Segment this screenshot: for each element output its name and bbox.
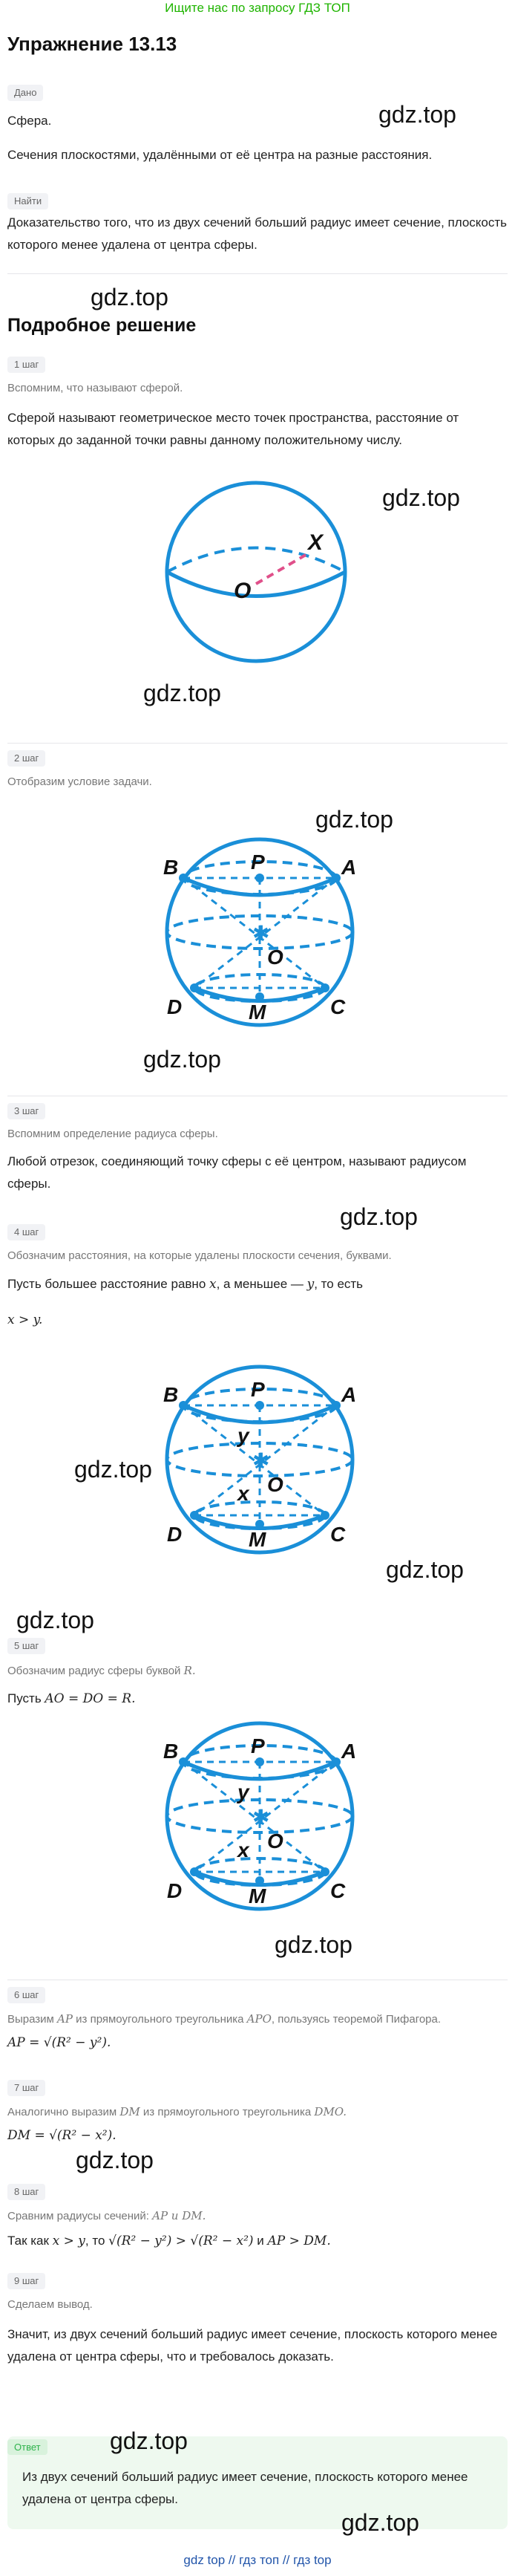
label-d: D xyxy=(167,995,183,1018)
step-4-text: Пусть большее расстояние равно x, а меньшее — y, то есть xyxy=(7,1277,364,1292)
label-m: M xyxy=(249,1884,266,1907)
page-title: Упражнение 13.13 xyxy=(7,33,177,55)
step-5-text: Пусть AO = DO = R. xyxy=(7,1691,136,1706)
watermark: gdz.top xyxy=(91,284,168,310)
find-text: Доказательство того, что из двух сечений больший радиус имеет сечение, плоскость которого менее удалена от центра сферы. xyxy=(7,215,508,252)
label-p: P xyxy=(251,1734,265,1757)
watermark: gdz.top xyxy=(315,806,393,833)
label-o: O xyxy=(267,946,283,969)
step-6-formula: AP = √(R² − y²). xyxy=(7,2035,111,2050)
divider xyxy=(7,273,508,274)
given-line-1: Сфера. xyxy=(7,114,52,128)
watermark: gdz.top xyxy=(16,1607,94,1633)
step-2-label: 2 шаг xyxy=(7,750,45,767)
step-3-text: Любой отрезок, соединяющий точку сферы с её центром, называют радиусом сферы. xyxy=(7,1154,467,1191)
watermark: gdz.top xyxy=(143,1046,221,1073)
top-search-link[interactable]: Ищите нас по запросу ГДЗ ТОП xyxy=(165,1,350,15)
step-4-label: 4 шаг xyxy=(7,1224,45,1240)
step-9-text: Значит, из двух сечений больший радиус имеет сечение, плоскость которого менее удалена от центра сферы, что и требовалось доказать. xyxy=(7,2327,498,2364)
answer-text: Из двух сечений больший радиус имеет сечение, плоскость которого менее удалена от центра сферы. xyxy=(22,2470,468,2506)
watermark: gdz.top xyxy=(386,1556,464,1583)
figure-sphere-distances xyxy=(152,1359,375,1560)
step-7-label: 7 шаг xyxy=(7,2080,45,2096)
label-b: B xyxy=(163,1383,179,1406)
step-2-hint: Отобразим условие задачи. xyxy=(7,775,152,788)
label-a: A xyxy=(341,856,357,879)
label-o: O xyxy=(234,579,252,603)
step-9-label: 9 шаг xyxy=(7,2273,45,2289)
label-a: A xyxy=(341,1740,357,1763)
label-c: C xyxy=(330,995,346,1018)
label-b: B xyxy=(163,856,179,879)
label-c: C xyxy=(330,1879,346,1902)
step-7-hint: Аналогично выразим DM из прямоугольного треугольника DMO. xyxy=(7,2105,347,2118)
step-3-label: 3 шаг xyxy=(7,1103,45,1119)
given-line-2: Сечения плоскостями, удалёнными от её центра на разные расстояния. xyxy=(7,148,433,162)
watermark: gdz.top xyxy=(143,680,221,706)
step-3-hint: Вспомним определение радиуса сферы. xyxy=(7,1128,218,1140)
svg-text:✱: ✱ xyxy=(252,1448,270,1473)
svg-text:✱: ✱ xyxy=(252,921,270,946)
step-8-hint: Сравним радиусы сечений: AP и DM. xyxy=(7,2209,206,2222)
label-d: D xyxy=(167,1523,183,1546)
watermark: gdz.top xyxy=(74,1456,152,1483)
svg-text:✱: ✱ xyxy=(252,1805,270,1829)
step-1-hint: Вспомним, что называют сферой. xyxy=(7,382,183,394)
label-a: A xyxy=(341,1383,357,1406)
watermark: gdz.top xyxy=(110,2427,188,2454)
watermark: gdz.top xyxy=(378,101,456,128)
step-1-label: 1 шаг xyxy=(7,357,45,373)
label-b: B xyxy=(163,1740,179,1763)
label-p: P xyxy=(251,1378,265,1401)
figure-sphere-sections xyxy=(152,832,375,1032)
solution-title: Подробное решение xyxy=(7,315,197,336)
label-m: M xyxy=(249,1001,266,1024)
step-6-label: 6 шаг xyxy=(7,1987,45,2003)
step-1-text: Сферой называют геометрическое место точек пространства, расстояние от которых до заданной точки равны данному положительному числу. xyxy=(7,411,459,447)
step-5-hint: Обозначим радиус сферы буквой R. xyxy=(7,1664,196,1677)
label-y: y xyxy=(237,1780,249,1803)
step-5-label: 5 шаг xyxy=(7,1638,45,1654)
figure-sphere-distances-2 xyxy=(152,1716,375,1916)
label-m: M xyxy=(249,1528,266,1551)
footer-links[interactable]: gdz top // гдз топ // гдз top xyxy=(183,2553,332,2567)
figure-sphere-radius xyxy=(160,475,352,669)
step-6-hint: Выразим AP из прямоугольного треугольника APO, пользуясь теоремой Пифагора. xyxy=(7,2012,442,2026)
answer-label: Ответ xyxy=(7,2439,47,2455)
step-4-formula: x > y. xyxy=(7,1313,43,1327)
divider xyxy=(7,743,508,744)
label-d: D xyxy=(167,1879,183,1902)
watermark: gdz.top xyxy=(382,484,460,511)
label-x: x xyxy=(237,1482,249,1505)
label-o: O xyxy=(267,1829,283,1853)
step-4-hint: Обозначим расстояния, на которые удалены плоскости сечения, буквами. xyxy=(7,1249,392,1262)
watermark: gdz.top xyxy=(275,1931,352,1958)
label-c: C xyxy=(330,1523,346,1546)
watermark: gdz.top xyxy=(76,2147,154,2173)
label-o: O xyxy=(267,1473,283,1496)
label-y: y xyxy=(237,1424,249,1447)
watermark: gdz.top xyxy=(340,1203,418,1230)
label-x: x xyxy=(237,1838,249,1861)
find-label: Найти xyxy=(7,193,48,209)
step-7-formula: DM = √(R² − x²). xyxy=(7,2128,117,2143)
watermark: gdz.top xyxy=(341,2509,419,2536)
step-9-hint: Сделаем вывод. xyxy=(7,2298,93,2311)
step-8-text: Так как x > y, то √(R² − y²) > √(R² − x²) и AP > DM. xyxy=(7,2234,331,2248)
step-8-label: 8 шаг xyxy=(7,2184,45,2200)
label-p: P xyxy=(251,850,265,874)
given-label: Дано xyxy=(7,85,43,101)
label-x: X xyxy=(308,530,324,555)
